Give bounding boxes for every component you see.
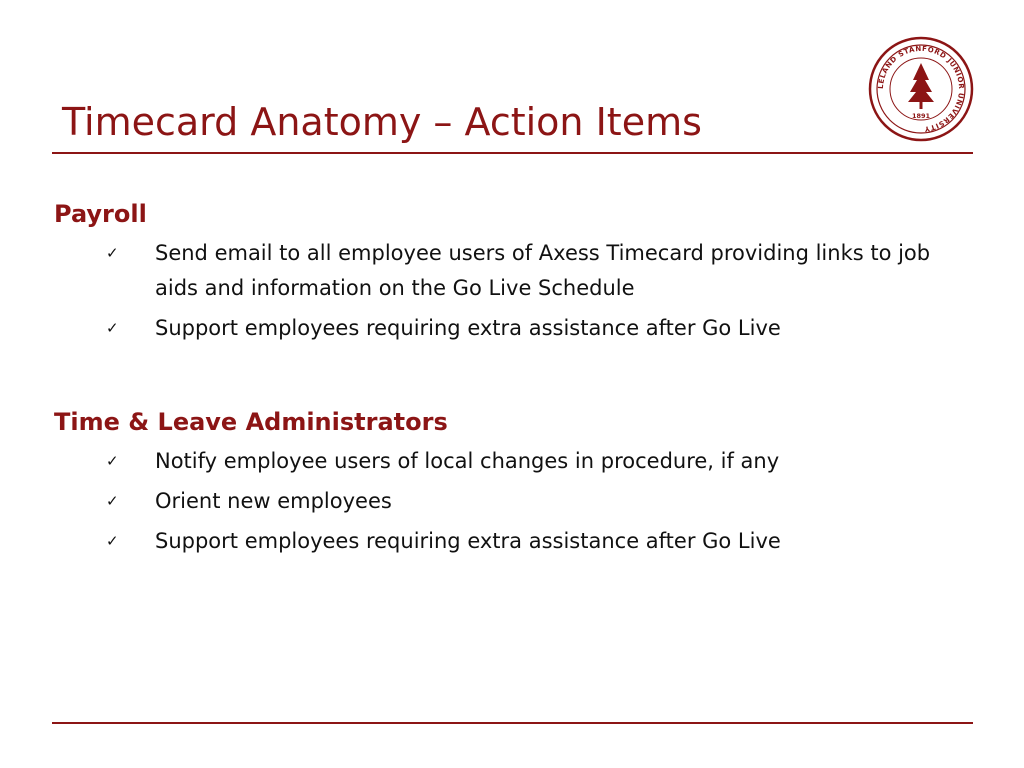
check-icon: ✓ [106,319,119,337]
action-items-list [54,444,964,559]
action-items-list [54,236,964,346]
slide-body [54,196,964,564]
footer-divider [52,722,973,724]
action-item [54,236,964,306]
section-heading-time-leave: Time & Leave Administrators [54,408,448,436]
check-icon: ✓ [106,532,119,550]
check-icon: ✓ [106,244,119,262]
university-seal-logo [868,36,974,142]
action-item [54,484,964,519]
title-divider [52,152,973,154]
section-payroll [54,196,964,354]
action-item-text: Support employees requiring extra assistance after Go Live [155,529,781,553]
action-item [54,524,964,559]
seal-ring-text: LELAND STANFORD JUNIOR UNIVERSITY [876,44,966,133]
action-item-text: Notify employee users of local changes in procedure, if any [155,449,780,473]
seal-year: 1891 [911,112,931,120]
section-heading-payroll: Payroll [54,200,147,228]
slide-title: Timecard Anatomy – Action Items [62,100,702,144]
action-item [54,444,964,479]
action-item-text: Support employees requiring extra assistance after Go Live [155,316,781,340]
action-item [54,311,964,346]
action-item-text: Orient new employees [155,489,392,513]
check-icon: ✓ [106,492,119,510]
section-time-leave-administrators [54,404,964,559]
action-item-text: Send email to all employee users of Axess Timecard providing links to job aids and information on the Go Live Schedule [155,241,931,300]
check-icon: ✓ [106,452,119,470]
